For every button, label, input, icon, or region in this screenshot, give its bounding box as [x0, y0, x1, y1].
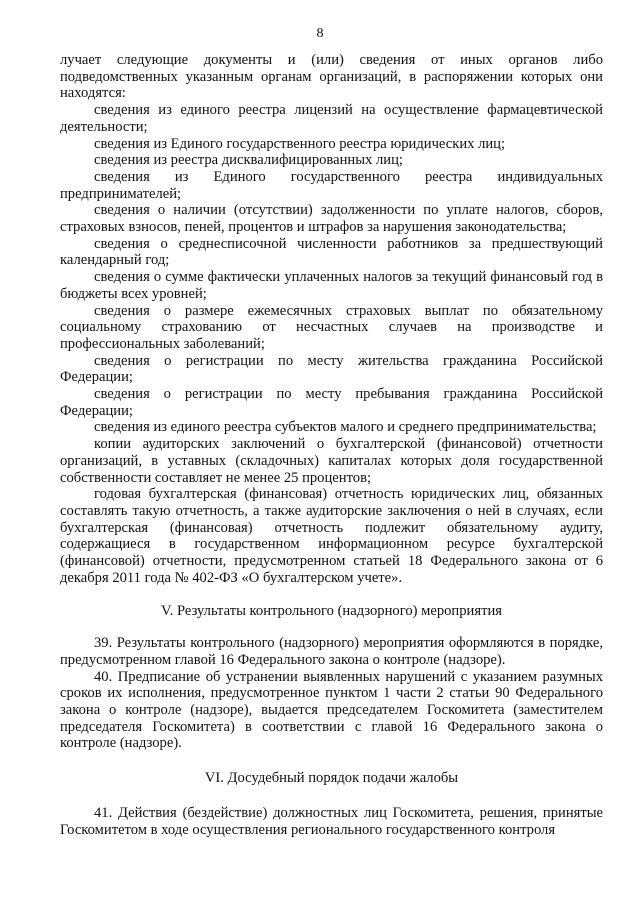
- list-item: сведения из Единого государственного реестра юридических лиц;: [94, 135, 506, 152]
- paragraph-41: 41. Действия (бездействие) должностных лиц Госкомитета, решения, принятые Госкомитетом в ходе осуществления регионального государственного контроля: [60, 804, 603, 838]
- paragraph-39: 39. Результаты контрольного (надзорного) мероприятия оформляются в порядке, предусмотренном главой 16 Федерального закона о контроле (надзоре).: [60, 635, 603, 668]
- document-body: [60, 52, 603, 838]
- list-item: сведения о сумме фактически уплаченных налогов за текущий финансовый год в бюджеты всех уровней;: [60, 269, 603, 302]
- paragraph: лучает следующие документы и (или) сведения от иных органов либо подведомственных указанным органам организаций, в распоряжении которых они находятся:: [60, 52, 603, 102]
- list-item: сведения о регистрации по месту жительства гражданина Российской Федерации;: [60, 352, 603, 386]
- page-number: 8: [316, 26, 324, 41]
- list-item: сведения из реестра дисквалифицированных лиц;: [94, 152, 403, 169]
- list-item: сведения о размере ежемесячных страховых выплат по обязательному социальному страхованию от несчастных случаев на производстве и профессиональных заболеваний;: [60, 302, 603, 352]
- list-item: сведения о наличии (отсутствии) задолженности по уплате налогов, сборов, страховых взносов, пеней, процентов и штрафов за нарушения законодательства;: [60, 202, 603, 236]
- list-item: сведения из Единого государственного реестра индивидуальных предпринимателей;: [60, 168, 603, 202]
- list-item: копии аудиторских заключений о бухгалтерской (финансовой) отчетности организаций, в уставных (складочных) капиталах которых доля государственной собственности составляет не менее 25 процентов;: [60, 436, 603, 486]
- list-item: сведения из единого реестра лицензий на осуществление фармацевтической деятельности;: [60, 102, 603, 135]
- list-item: сведения о регистрации по месту пребывания гражданина Российской Федерации;: [60, 386, 603, 419]
- section-heading-v: V. Результаты контрольного (надзорного) мероприятия: [161, 602, 502, 619]
- paragraph-40: 40. Предписание об устранении выявленных нарушений с указанием разумных сроков их исполнения, предусмотренное пунктом 1 части 2 статьи 90 Федерального закона о контроле (надзоре), выдается председателем Госкомитета (заместителем председателя Госкомитета) в соответствии с главой 16 Федерального закона о контроле (надзоре).: [60, 668, 603, 752]
- list-item: сведения из единого реестра субъектов малого и среднего предпринимательства;: [94, 419, 597, 436]
- section-heading-vi: VI. Досудебный порядок подачи жалобы: [204, 770, 459, 787]
- list-item: сведения о среднесписочной численности работников за предшествующий календарный год;: [60, 235, 603, 269]
- list-item: годовая бухгалтерская (финансовая) отчетность юридических лиц, обязанных составлять такую отчетность, а также аудиторские заключения о ней в случаях, если бухгалтерская (финансовая) отчетность подлежит обязательному аудиту, содержащиеся в государственном информационном ресурсе бухгалтерской (финансовой) отчетности, предусмотренном статьей 18 Федерального закона от 6 декабря 2011 года № 402-ФЗ «О бухгалтерском учете».: [60, 486, 603, 586]
